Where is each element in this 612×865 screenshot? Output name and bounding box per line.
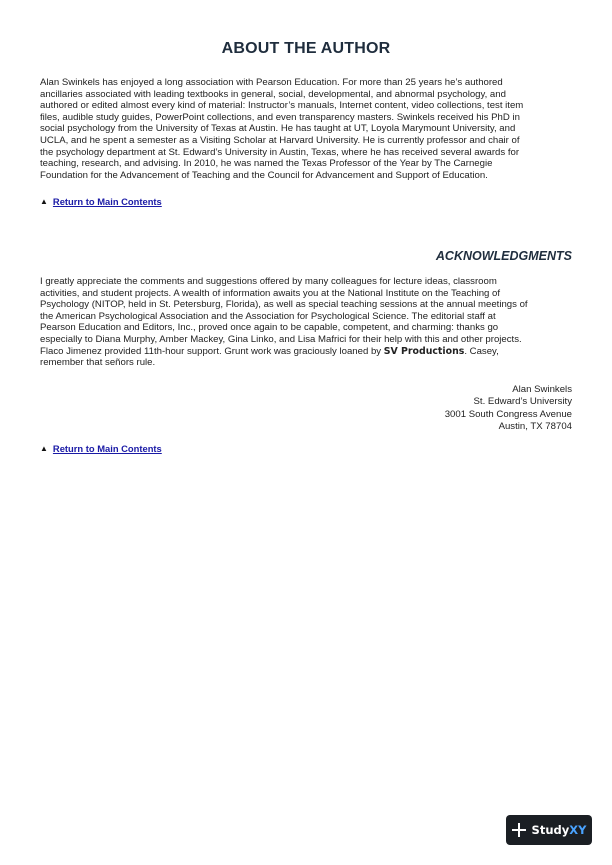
bio-line: UCLA, and he spent a semester as a Visiting Scholar at Harvard University. He is currently professor and chair of [40,134,520,146]
bio-line: the psychology department at St. Edward’s University in Austin, Texas, where he has received several awards for [40,146,520,158]
ack-line: I greatly appreciate the comments and suggestions offered by many colleagues for lecture ideas, classroom [40,276,497,287]
signature-name: Alan Swinkels [512,384,572,395]
bio-line: files, audible study guides, PowerPoint collections, and even transparency masters. Swinkels received his PhD in [40,111,520,123]
ack-line [40,346,572,358]
sv-productions-name: SV Productions [383,345,465,357]
bio-line: social psychology from the University of Texas at Austin. He has taught at UT, Loyola Marymount University, and [40,123,516,135]
about-author-title: ABOUT THE AUTHOR [221,40,391,57]
ack-line-text: Flaco Jimenez provided 11th-hour support. Grunt work was graciously loaned by [40,345,384,357]
ack-line: Psychology (NITOP, held in St. Petersburg, Florida), as well as special teaching sessions at the annual meetings of [40,299,528,311]
bio-line: Alan Swinkels has enjoyed a long association with Pearson Education. For more than 25 years he’s authored [40,77,503,88]
ack-line: remember that señors rule. [40,357,156,369]
badge-study-text: Study [531,823,570,837]
acknowledgments-title: ACKNOWLEDGMENTS [435,249,572,263]
ack-line: Pearson Education and Editors, Inc., proved once again to be capable, competent, and charming: thanks go [40,322,499,334]
badge-label [532,823,587,837]
return-to-main-contents-link[interactable]: Return to Main Contents [52,196,162,207]
ack-line: activities, and student projects. A wealth of information awaits you at the National Institute on the Teaching of [40,287,501,299]
return-to-main-contents-link[interactable]: Return to Main Contents [52,443,162,454]
bio-line: Foundation for the Advancement of Teaching and the Council for Advancement and Support of Education. [40,169,488,181]
signature-street: 3001 South Congress Avenue [444,408,572,420]
acknowledgments-paragraph [40,276,572,369]
bio-line: teaching, research, and advising. In 2010, he was named the Texas Professor of the Year by The Carnegie [40,158,493,170]
ack-line: especially to Diana Murphy, Amber Mackey, Gina Linko, and Lisa Mafrici for their help with this and other projects. [40,333,522,345]
ack-line: the American Psychological Association and the Association for Psychological Science. The editorial staff at [40,310,496,322]
return-to-contents-2 [40,443,162,454]
signature-city: Austin, TX 78704 [498,421,572,433]
author-bio-paragraph [40,77,572,181]
plus-icon [512,823,526,837]
up-arrow-icon: ▲ [40,444,48,453]
up-arrow-icon: ▲ [40,197,48,206]
signature-institution: St. Edward’s University [473,396,572,408]
bio-line: authored or edited almost every kind of material: Instructor’s manuals, Internet content, video collections, test item [40,100,524,112]
bio-line: ancillaries associated with leading textbooks in general, social, developmental, and abnormal psychology, and [40,88,506,100]
studyxy-badge[interactable] [506,815,592,845]
badge-xy-text: XY [569,823,587,837]
return-to-contents-1 [40,196,162,207]
ack-line-text: . Casey, [464,345,499,357]
author-signature [445,384,572,434]
